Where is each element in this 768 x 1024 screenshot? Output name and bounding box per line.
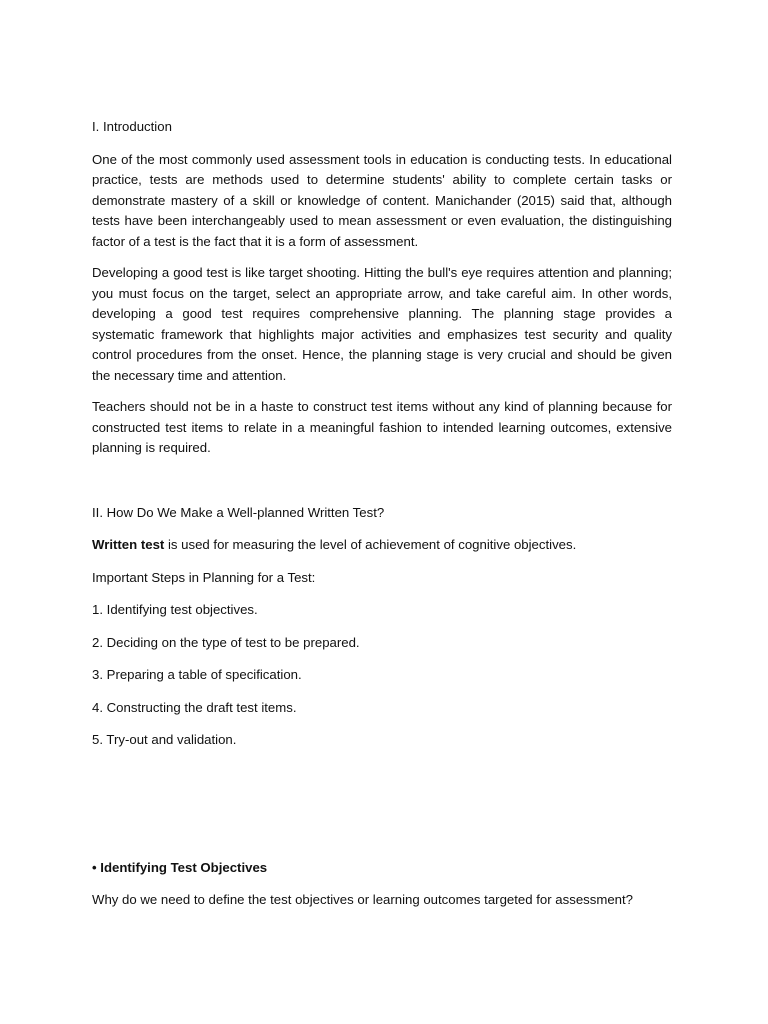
written-test-heading: II. How Do We Make a Well-planned Written Test? xyxy=(92,504,385,520)
section-spacer xyxy=(92,763,672,858)
step-item-4: 4. Constructing the draft test items. xyxy=(92,699,297,715)
introduction-heading: I. Introduction xyxy=(92,119,172,134)
step-item-3: 3. Preparing a table of specification. xyxy=(92,667,302,682)
intro-paragraph-1: One of the most commonly used assessment tools in education is conducting tests. In educational practice, tests are methods used to determine students' ability to complete certain tasks or demonstrate mastery of a skill or knowledge of content. Manichander (2015) said that, although tests have been interchangeably used to mean assessment or even evaluation, the distinguishing factor of a test is the fact that it is a form of assessment. xyxy=(92,151,672,249)
identifying-objectives-heading: • Identifying Test Objectives xyxy=(92,859,268,875)
intro-paragraph-3: Teachers should not be in a haste to construct test items without any kind of planning because for constructed test items to relate in a meaningful fashion to intended learning outcomes, extensive planning is required. xyxy=(92,399,672,455)
written-test-definition xyxy=(92,535,672,556)
intro-paragraph-2: Developing a good test is like target shooting. Hitting the bull's eye requires attention and planning; you must focus on the target, select an appropriate arrow, and take careful aim. In other words, developing a good test requires comprehensive planning. The planning stage provides a systematic framework that highlights major activities and emphasizes test security and quality control procedures from the onset. Hence, the planning stage is very crucial and should be given the necessary time and attention. xyxy=(92,265,672,383)
section-spacer xyxy=(92,470,672,503)
objectives-question: Why do we need to define the test objectives or learning outcomes targeted for assessment? xyxy=(92,892,633,907)
steps-intro: Important Steps in Planning for a Test: xyxy=(92,569,316,585)
step-item-2: 2. Deciding on the type of test to be prepared. xyxy=(92,634,360,650)
written-test-term: Written test xyxy=(92,537,165,552)
step-item-1: 1. Identifying test objectives. xyxy=(92,602,258,617)
written-test-definition-text: is used for measuring the level of achievement of cognitive objectives. xyxy=(164,537,577,552)
step-item-5: 5. Try-out and validation. xyxy=(92,732,237,747)
document-page xyxy=(92,117,672,922)
